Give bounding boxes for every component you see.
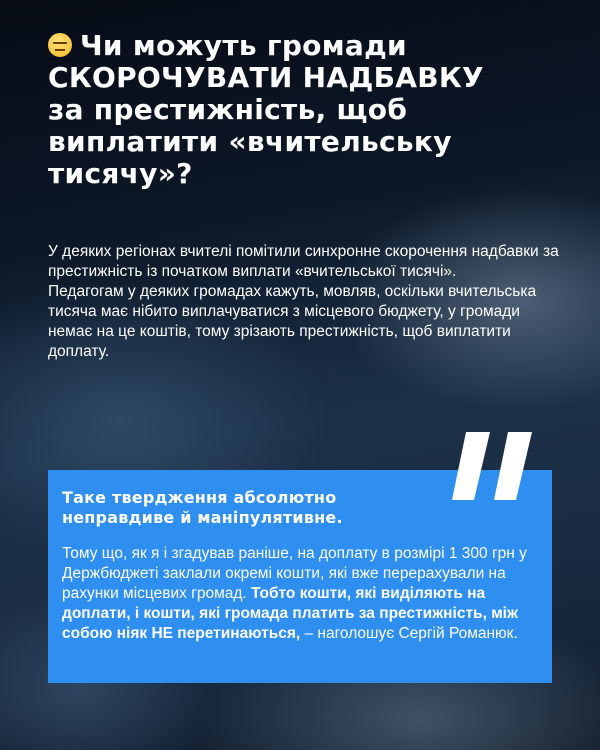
quote-bold: Тобто кошти, які виділяють на доплати, і кошти, які громада платить за престижність, між собою ніяк НЕ перетинаються, <box>62 585 518 642</box>
quote-attribution: – наголошує Сергій Романюк. <box>300 625 518 642</box>
headline-line: виплатити «вчительську <box>48 125 452 158</box>
quote-text <box>62 544 534 644</box>
headline-line: СКОРОЧУВАТИ НАДБАВКУ <box>48 61 484 94</box>
quote-regular: Тому що, як я і згадував раніше, на доплату в розмірі 1 300 грн у Держбюджеті заклали окремі кошти, які вже перерахували на рахунки місцевих громад. <box>62 545 527 602</box>
intro-text <box>48 242 568 362</box>
intro-paragraph-2: Педагогам у деяких громадах кажуть, мовляв, оскільки вчительська тисяча має нібито виплачуватися з місцевого бюджету, у громади немає на це коштів, тому зрізають престижність, щоб виплатити доплату. <box>48 283 537 360</box>
raised-eyebrow-emoji-icon <box>48 33 72 57</box>
headline-line: Чи можуть громади <box>80 29 407 62</box>
headline-line: тисячу»? <box>48 157 193 190</box>
headline <box>48 30 588 190</box>
quotation-mark-icon <box>452 432 532 502</box>
quote-heading: Таке твердження абсолютно неправдиве й маніпулятивне. <box>62 488 343 527</box>
intro-paragraph-1: У деяких регіонах вчителі помітили синхронне скорочення надбавки за престижність із початком виплати «вчительської тисячі». <box>48 243 559 280</box>
headline-line: за престижність, щоб <box>48 93 408 126</box>
